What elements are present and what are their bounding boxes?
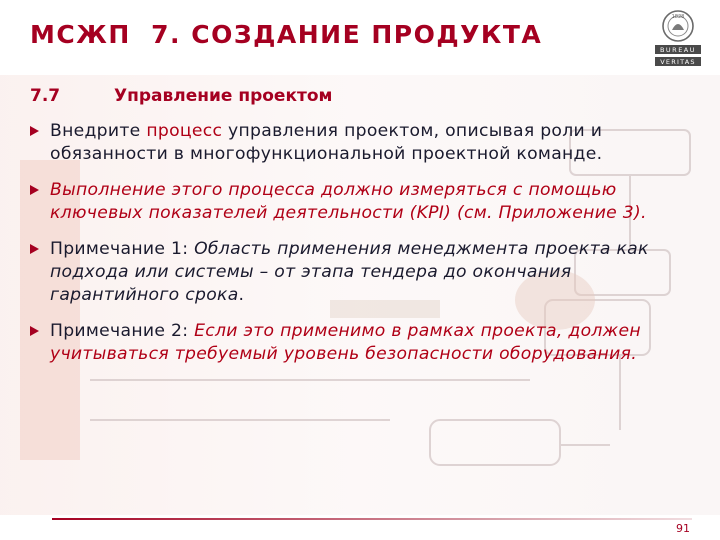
bullet-1-highlight: процесс [146, 121, 223, 141]
bullet-item-2 [30, 179, 680, 225]
note-2-label: Примечание 2: [50, 321, 195, 341]
note-1-label: Примечание 1: [50, 239, 195, 259]
note-2-text: Если это применимо в рамках проекта, должен учитываться требуемый уровень безопасности оборудования. [50, 321, 641, 364]
logo-text-bureau: BUREAU [659, 46, 697, 54]
logo-year: 1828 [671, 14, 685, 20]
bullet-arrow-icon [30, 126, 39, 136]
bullet-arrow-icon [30, 326, 39, 336]
section-title: Управление проектом [114, 86, 333, 106]
bullet-2-text: Выполнение этого процесса должно измеряться с помощью ключевых показателей деятельности (KPI) (см. Приложение 3). [50, 180, 647, 223]
bullet-arrow-icon [30, 244, 39, 254]
bullet-1-text-b: управления проектом, описывая роли и обязанности в многофункциональной проектной команде. [50, 121, 603, 164]
bullet-1-text-a: Внедрите [50, 121, 147, 141]
bullet-item-3 [30, 238, 680, 307]
logo-text-veritas: VERITAS [660, 58, 696, 66]
bullet-list [30, 120, 680, 379]
footer-divider [52, 518, 692, 520]
page-number: 91 [676, 522, 690, 535]
bureau-veritas-logo [650, 6, 706, 72]
section-heading [30, 86, 332, 106]
bullet-item-4 [30, 320, 680, 366]
bullet-arrow-icon [30, 185, 39, 195]
bullet-item-1 [30, 120, 680, 166]
slide-title: МСЖП 7. СОЗДАНИЕ ПРОДУКТА [30, 20, 543, 49]
note-1-text: Область применения менеджмента проекта как подхода или системы – от этапа тендера до окончания гарантийного срока [50, 239, 649, 305]
section-number: 7.7 [30, 86, 61, 106]
note-1-end: . [238, 285, 245, 305]
